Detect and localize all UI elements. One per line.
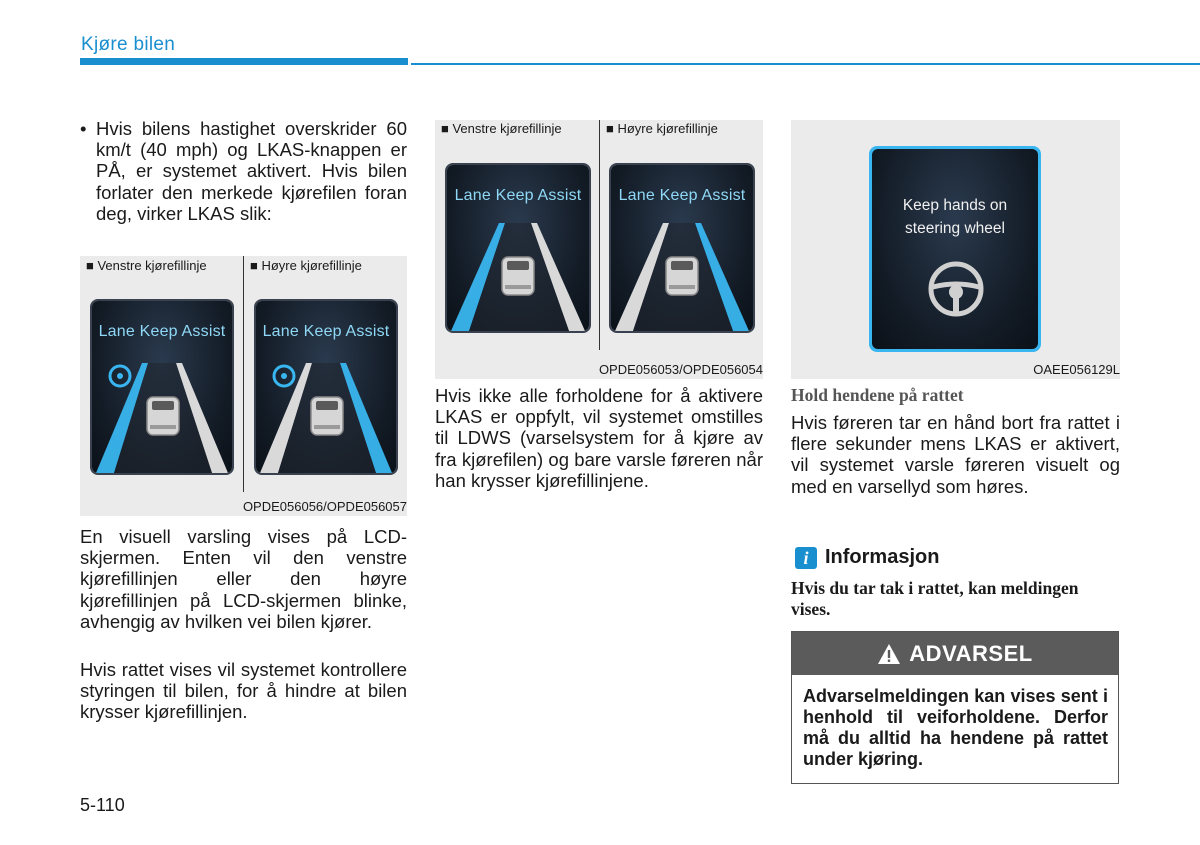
cluster-screen bbox=[872, 149, 1038, 349]
figure-caption-right: ■ Høyre kjørefillinje bbox=[606, 121, 718, 136]
cluster-screen-right bbox=[611, 165, 753, 331]
header-rule bbox=[411, 63, 1200, 65]
warning-triangle-icon bbox=[877, 643, 901, 665]
figure-lka-left bbox=[80, 256, 407, 516]
warning-title: ADVARSEL bbox=[909, 640, 1033, 666]
info-text: Hvis du tar tak i rattet, kan meldingen vises. bbox=[791, 578, 1079, 619]
screen-label: Lane Keep Assist bbox=[618, 187, 746, 204]
header-accent-bar bbox=[80, 58, 408, 65]
figure-hands-on bbox=[791, 120, 1120, 379]
figure-caption-left: ■ Venstre kjørefillinje bbox=[441, 121, 562, 136]
figure-divider bbox=[599, 120, 600, 350]
page-number: 5-110 bbox=[80, 795, 125, 815]
paragraph-ldws: Hvis ikke alle forholdene for å aktivere LKAS er oppfylt, vil systemet omstilles til LDWS (varselsystem for å kjøre av fra kjørefilen) og bare varsle føreren når han krysser kjørefillinjene. bbox=[435, 385, 763, 491]
steering-wheel-icon bbox=[926, 259, 986, 319]
cluster-screen-right bbox=[256, 301, 396, 473]
figure-code: OPDE056053/OPDE056054 bbox=[598, 362, 763, 377]
info-heading bbox=[795, 546, 939, 569]
cluster-screen-left bbox=[447, 165, 589, 331]
figure-code: OAEE056129L bbox=[1033, 362, 1120, 377]
bullet-text: Hvis bilens hastighet overskrider 60 km/t (40 mph) og LKAS-knappen er PÅ, er systemet aktivert. Hvis bilen forlater den merkede kjørefilen foran deg, virker LKAS slik: bbox=[96, 118, 407, 224]
warning-box bbox=[791, 631, 1119, 784]
screen-message-line2: steering wheel bbox=[905, 220, 1005, 237]
screen-label: Lane Keep Assist bbox=[98, 323, 226, 340]
figure-code: OPDE056056/OPDE056057 bbox=[242, 499, 407, 514]
figure-divider bbox=[243, 256, 244, 492]
info-icon: i bbox=[795, 547, 817, 569]
paragraph-visual-warning: En visuell varsling vises på LCD-skjermen. Enten vil den venstre kjørefillinjen eller den høyre kjørefillinjen på LCD-skjermen blinke, avhengig av hvilken vei bilen kjører. bbox=[80, 526, 407, 632]
lane-scene-icon bbox=[611, 165, 753, 331]
figure-caption-right: ■ Høyre kjørefillinje bbox=[250, 258, 362, 273]
lane-scene-icon bbox=[256, 301, 396, 473]
figure-lka-middle bbox=[435, 120, 763, 379]
warning-header bbox=[792, 632, 1118, 675]
info-title: Informasjon bbox=[825, 546, 940, 568]
cluster-screen-frame bbox=[869, 146, 1041, 352]
screen-label: Lane Keep Assist bbox=[454, 187, 582, 204]
lane-scene-icon bbox=[92, 301, 232, 473]
cluster-screen-left bbox=[92, 301, 232, 473]
screen-message bbox=[872, 194, 1038, 240]
figure-caption-left: ■ Venstre kjørefillinje bbox=[86, 258, 207, 273]
bullet-dot: • bbox=[80, 118, 87, 139]
bullet-item bbox=[80, 118, 407, 224]
warning-text: Advarselmeldingen kan vises sent i henhold til veiforholdene. Derfor må du alltid ha hendene på rattet under kjøring. bbox=[803, 686, 1108, 769]
subheading-hands-on: Hold hendene på rattet bbox=[791, 385, 964, 405]
paragraph-hands-on: Hvis føreren tar en hånd bort fra rattet i flere sekunder mens LKAS er aktivert, vil systemet varsle føreren visuelt og med en varsellyd som høres. bbox=[791, 412, 1120, 497]
screen-message-line1: Keep hands on bbox=[902, 197, 1008, 214]
lane-scene-icon bbox=[447, 165, 589, 331]
paragraph-steering: Hvis rattet vises vil systemet kontrollere styringen til bilen, for å hindre at bilen krysser kjørefillinjen. bbox=[80, 659, 407, 723]
screen-label: Lane Keep Assist bbox=[262, 323, 390, 340]
section-title: Kjøre bilen bbox=[81, 34, 176, 55]
